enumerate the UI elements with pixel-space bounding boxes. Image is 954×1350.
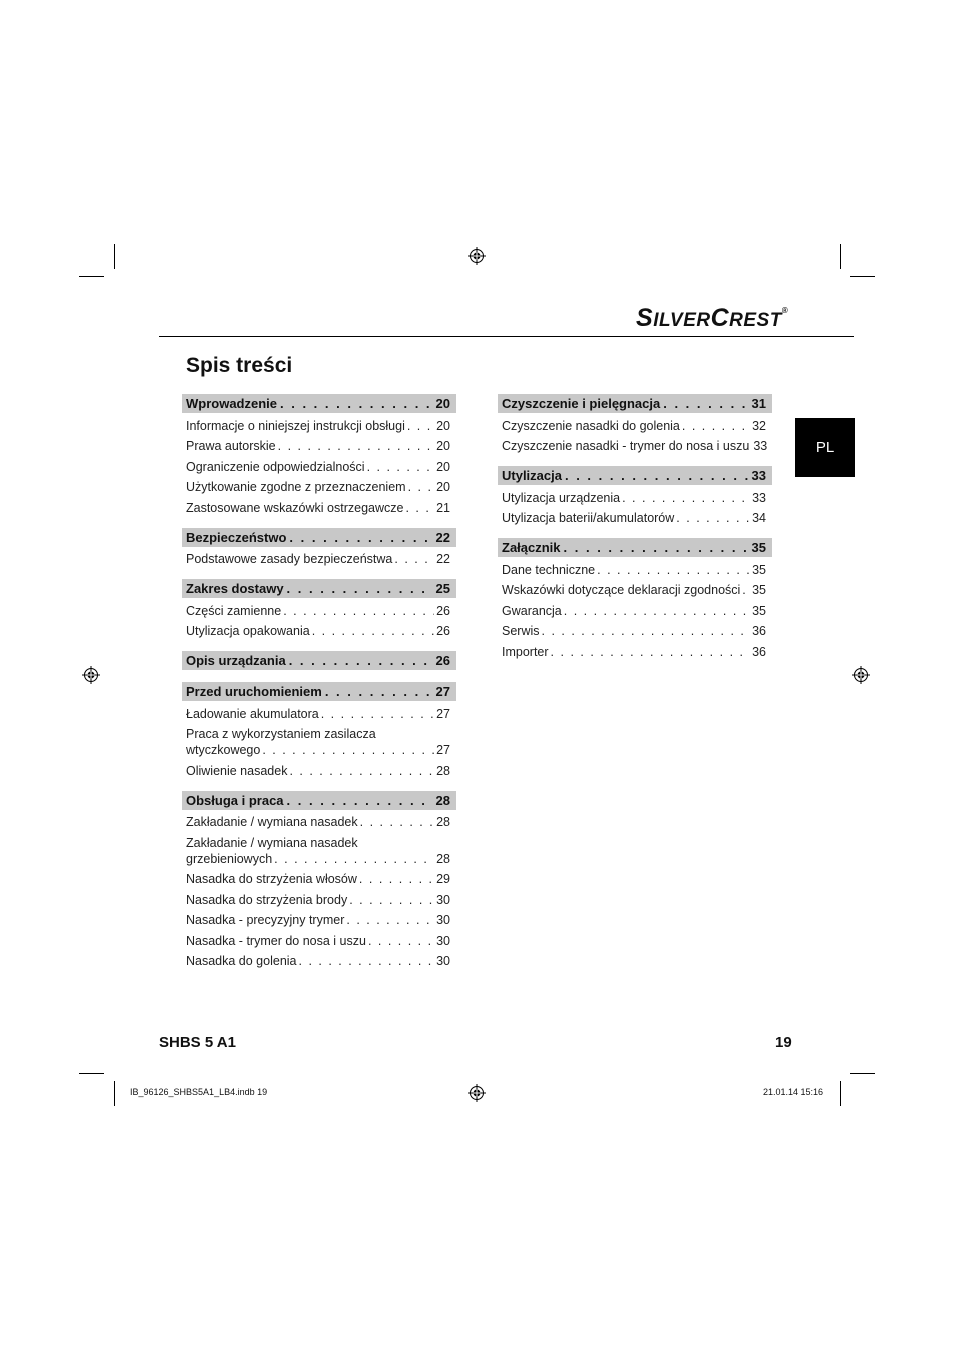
toc-section-heading[interactable] bbox=[182, 651, 456, 670]
toc-entry-title: Utylizacja baterii/akumulatorów bbox=[502, 511, 675, 525]
footer-model: SHBS 5 A1 bbox=[159, 1034, 236, 1051]
toc-entry-title: Nasadka do golenia bbox=[186, 954, 297, 968]
toc-entry-page: 28 bbox=[436, 815, 450, 829]
toc-entry-page: 26 bbox=[436, 624, 450, 638]
page-title: Spis treści bbox=[186, 354, 293, 377]
toc-entry-page: 30 bbox=[436, 913, 450, 927]
toc-entry-title: Oliwienie nasadek bbox=[186, 763, 288, 778]
toc-section-heading[interactable] bbox=[182, 394, 456, 413]
toc-entry-title: Serwis bbox=[502, 624, 540, 638]
toc-entry-title: Dane techniczne bbox=[502, 562, 596, 577]
toc-leader-dots bbox=[346, 912, 434, 928]
crop-mark bbox=[114, 244, 115, 269]
toc-leader-dots bbox=[676, 510, 750, 526]
toc-section bbox=[182, 528, 456, 568]
registration-mark-icon bbox=[82, 666, 100, 684]
toc-leader-dots bbox=[682, 418, 750, 434]
toc-entry-title: Prawa autorskie bbox=[186, 439, 276, 453]
toc-leader-dots bbox=[321, 706, 434, 722]
toc-entry-title: Informacje o niniejszej instrukcji obsługi bbox=[186, 418, 405, 433]
toc-section-title: Przed uruchomieniem bbox=[186, 684, 322, 699]
toc-entry[interactable] bbox=[182, 763, 456, 779]
toc-entry[interactable] bbox=[498, 490, 772, 506]
toc-entry[interactable] bbox=[182, 418, 456, 434]
toc-section-title: Utylizacja bbox=[502, 468, 562, 483]
toc-section-heading[interactable] bbox=[182, 682, 456, 701]
crop-mark bbox=[840, 1081, 841, 1106]
toc-leader-dots bbox=[325, 684, 433, 699]
toc-left-column bbox=[182, 394, 456, 969]
toc-leader-dots bbox=[278, 438, 434, 454]
toc-section bbox=[182, 651, 456, 670]
toc-leader-dots bbox=[287, 581, 433, 596]
toc-leader-dots bbox=[312, 623, 434, 639]
toc-entry-title: Nasadka - precyzyjny trymer bbox=[186, 913, 345, 927]
toc-entry-page: 21 bbox=[436, 500, 450, 515]
toc-entry-page: 26 bbox=[436, 603, 450, 618]
toc-leader-dots bbox=[742, 582, 750, 598]
toc-section-page: 25 bbox=[435, 581, 450, 596]
toc-section bbox=[182, 394, 456, 516]
toc-leader-dots bbox=[542, 623, 751, 639]
toc-entry-title: Nasadka - trymer do nosa i uszu bbox=[186, 933, 366, 948]
toc-right-column bbox=[498, 394, 772, 660]
toc-entry-title: Ładowanie akumulatora bbox=[186, 706, 319, 721]
toc-entry-title: Użytkowanie zgodne z przeznaczeniem bbox=[186, 480, 406, 494]
registration-mark-icon bbox=[852, 666, 870, 684]
toc-entry-title: Zastosowane wskazówki ostrzegawcze bbox=[186, 500, 404, 515]
toc-entry-title: wtyczkowego bbox=[186, 743, 261, 757]
toc-entry-title: grzebieniowych bbox=[186, 851, 273, 866]
toc-leader-dots bbox=[565, 468, 749, 483]
toc-section-title: Czyszczenie i pielęgnacja bbox=[502, 396, 661, 411]
toc-leader-dots bbox=[622, 490, 750, 506]
toc-entry-page: 36 bbox=[752, 624, 766, 638]
toc-entry[interactable] bbox=[498, 438, 772, 454]
toc-section-page: 33 bbox=[751, 468, 766, 483]
toc-leader-dots bbox=[299, 953, 435, 969]
toc-leader-dots bbox=[663, 396, 748, 411]
footer-slug-left: IB_96126_SHBS5A1_LB4.indb 19 bbox=[130, 1087, 268, 1097]
toc-entry[interactable] bbox=[498, 418, 772, 434]
toc-section-title: Opis urządzania bbox=[186, 653, 286, 668]
toc-leader-dots bbox=[289, 763, 434, 779]
toc-entry-title: Czyszczenie nasadki - trymer do nosa i uszu bbox=[502, 439, 750, 453]
toc-leader-dots bbox=[349, 892, 434, 908]
toc-section-title: Obsługa i praca bbox=[186, 792, 284, 808]
crop-mark bbox=[850, 1073, 875, 1074]
toc-entry-title: Utylizacja urządzenia bbox=[502, 490, 621, 505]
toc-section-page: 35 bbox=[751, 540, 766, 555]
registration-mark-icon bbox=[468, 1084, 486, 1102]
toc-leader-dots bbox=[564, 540, 749, 555]
toc-entry-page: 27 bbox=[436, 706, 450, 721]
toc-section bbox=[182, 682, 456, 779]
toc-section-heading[interactable] bbox=[498, 394, 772, 413]
crop-mark bbox=[114, 1081, 115, 1106]
footer-slug-right: 21.01.14 15:16 bbox=[763, 1087, 824, 1097]
toc-section-page: 20 bbox=[435, 396, 450, 411]
toc-leader-dots bbox=[274, 851, 434, 867]
toc-entry-title: Utylizacja opakowania bbox=[186, 624, 310, 638]
toc-entry[interactable] bbox=[182, 912, 456, 928]
toc-entry-page: 34 bbox=[752, 511, 766, 525]
toc-section-heading[interactable] bbox=[182, 579, 456, 598]
toc-entry[interactable] bbox=[182, 835, 456, 867]
registration-mark-icon bbox=[468, 247, 486, 265]
toc-leader-dots bbox=[289, 530, 432, 545]
toc-section-page: 28 bbox=[435, 792, 450, 808]
toc-entry-title: Wskazówki dotyczące deklaracji zgodności bbox=[502, 583, 741, 597]
toc-section-page: 31 bbox=[751, 396, 766, 411]
brand-logo: SILVERCREST® bbox=[636, 304, 789, 332]
toc-section-heading[interactable] bbox=[182, 528, 456, 547]
header-rule bbox=[159, 336, 854, 337]
toc-entry-title-line1: Zakładanie / wymiana nasadek bbox=[186, 835, 358, 850]
toc-entry[interactable] bbox=[182, 603, 456, 619]
toc-leader-dots bbox=[408, 479, 435, 495]
toc-section-title: Zakres dostawy bbox=[186, 581, 284, 596]
toc-section-title: Załącznik bbox=[502, 540, 561, 555]
toc-entry-title: Czyszczenie nasadki do golenia bbox=[502, 418, 680, 433]
footer-page-number: 19 bbox=[775, 1034, 792, 1051]
toc-entry-page: 28 bbox=[436, 851, 450, 866]
toc-leader-dots bbox=[289, 653, 433, 668]
toc-entry-page: 27 bbox=[436, 743, 450, 757]
toc-leader-dots bbox=[280, 396, 433, 411]
crop-mark bbox=[840, 244, 841, 269]
toc-entry-page: 20 bbox=[436, 418, 450, 433]
toc-entry-page: 20 bbox=[436, 439, 450, 453]
toc-entry[interactable] bbox=[182, 438, 456, 454]
toc-section-heading[interactable] bbox=[498, 466, 772, 485]
toc-entry[interactable] bbox=[182, 459, 456, 475]
toc-entry-title: Nasadka do strzyżenia włosów bbox=[186, 872, 357, 886]
toc-entry-page: 33 bbox=[753, 439, 768, 453]
toc-entry-title-line1: Praca z wykorzystaniem zasilacza bbox=[186, 727, 376, 741]
toc-section bbox=[498, 538, 772, 660]
toc-leader-dots bbox=[597, 562, 750, 578]
toc-entry[interactable] bbox=[498, 623, 772, 639]
toc-entry-page: 33 bbox=[752, 490, 766, 505]
toc-section-title: Bezpieczeństwo bbox=[186, 529, 287, 545]
toc-section bbox=[182, 579, 456, 639]
crop-mark bbox=[79, 276, 104, 277]
toc-entry[interactable] bbox=[182, 726, 456, 758]
toc-leader-dots bbox=[359, 871, 434, 887]
toc-leader-dots bbox=[262, 742, 434, 758]
toc-leader-dots bbox=[394, 551, 434, 567]
toc-entry-page: 28 bbox=[436, 763, 450, 778]
toc-entry-title: Zakładanie / wymiana nasadek bbox=[186, 815, 358, 829]
toc-leader-dots bbox=[407, 418, 434, 434]
toc-entry-page: 22 bbox=[436, 552, 450, 566]
language-tab: PL bbox=[795, 418, 855, 477]
toc-entry-page: 30 bbox=[436, 933, 450, 948]
toc-leader-dots bbox=[367, 459, 435, 475]
toc-entry-page: 35 bbox=[752, 583, 766, 597]
toc-entry-page: 20 bbox=[436, 459, 450, 474]
toc-leader-dots bbox=[405, 500, 434, 516]
toc-section-page: 22 bbox=[435, 529, 450, 545]
toc-entry[interactable] bbox=[182, 623, 456, 639]
toc-leader-dots bbox=[551, 644, 751, 660]
toc-entry-page: 35 bbox=[752, 562, 766, 577]
toc-leader-dots bbox=[564, 603, 750, 619]
toc-leader-dots bbox=[283, 603, 434, 619]
toc-entry[interactable] bbox=[182, 871, 456, 887]
toc-entry-page: 32 bbox=[752, 418, 766, 433]
toc-section bbox=[498, 394, 772, 454]
toc-entry[interactable] bbox=[182, 551, 456, 567]
toc-section bbox=[498, 466, 772, 526]
toc-entry[interactable] bbox=[182, 500, 456, 516]
toc-entry-title: Podstawowe zasady bezpieczeństwa bbox=[186, 552, 393, 566]
toc-entry-page: 29 bbox=[436, 872, 450, 886]
toc-entry[interactable] bbox=[498, 582, 772, 598]
toc-section-heading[interactable] bbox=[182, 791, 456, 810]
toc-entry[interactable] bbox=[182, 953, 456, 969]
toc-entry[interactable] bbox=[498, 562, 772, 578]
toc-entry-title: Nasadka do strzyżenia brody bbox=[186, 892, 348, 907]
toc-entry[interactable] bbox=[182, 706, 456, 722]
toc-section-title: Wprowadzenie bbox=[186, 396, 278, 411]
toc-section-page: 27 bbox=[435, 684, 450, 699]
toc-entry[interactable] bbox=[498, 644, 772, 660]
toc-entry-title: Gwarancja bbox=[502, 603, 562, 618]
toc-section-page: 26 bbox=[435, 653, 450, 668]
toc-section-heading[interactable] bbox=[498, 538, 772, 557]
toc-entry[interactable] bbox=[182, 933, 456, 949]
toc-entry-title: Części zamienne bbox=[186, 603, 282, 618]
toc-entry-page: 30 bbox=[436, 892, 450, 907]
toc-entry[interactable] bbox=[182, 479, 456, 495]
crop-mark bbox=[850, 276, 875, 277]
toc-leader-dots bbox=[368, 933, 434, 949]
toc-entry-page: 20 bbox=[436, 480, 450, 494]
toc-entry-page: 30 bbox=[436, 954, 450, 968]
toc-entry[interactable] bbox=[498, 603, 772, 619]
crop-mark bbox=[79, 1073, 104, 1074]
toc-entry-page: 36 bbox=[752, 644, 766, 659]
toc-leader-dots bbox=[360, 814, 434, 830]
toc-leader-dots bbox=[287, 793, 433, 808]
toc-entry-title: Ograniczenie odpowiedzialności bbox=[186, 459, 365, 474]
toc-entry[interactable] bbox=[182, 892, 456, 908]
toc-entry[interactable] bbox=[182, 814, 456, 830]
toc-entry[interactable] bbox=[498, 510, 772, 526]
toc-entry-page: 35 bbox=[752, 603, 766, 618]
toc-entry-title: Importer bbox=[502, 644, 549, 659]
toc-section bbox=[182, 791, 456, 970]
